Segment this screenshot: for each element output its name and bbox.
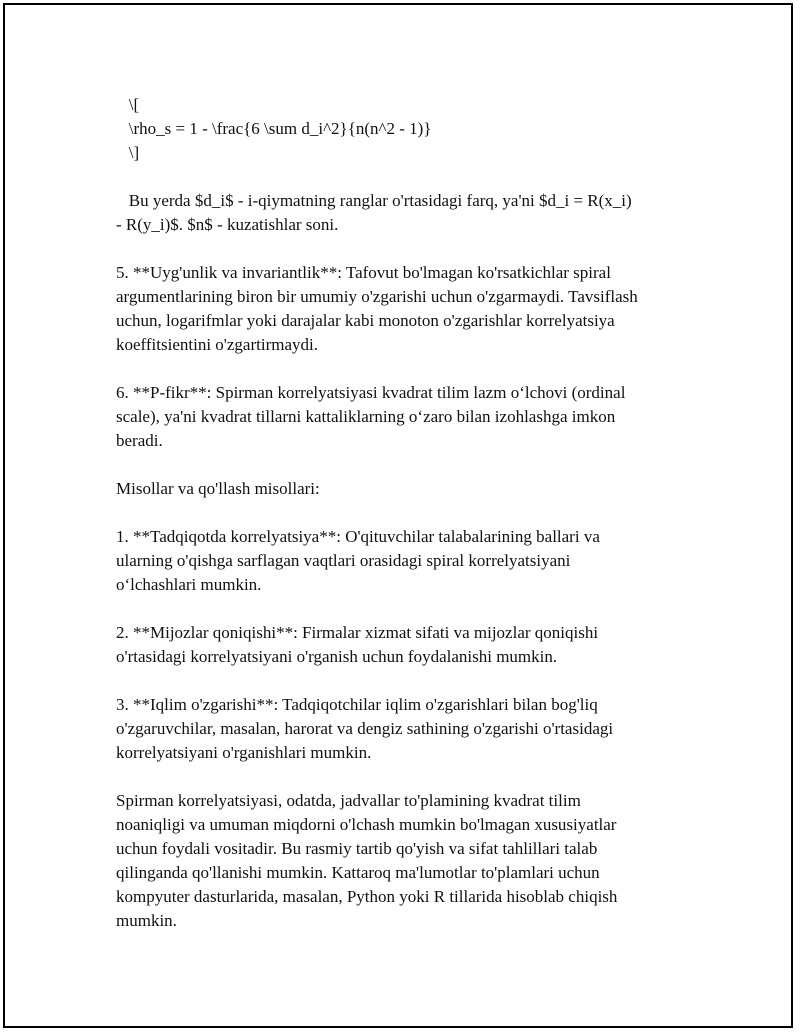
formula-line: \rho_s = 1 - \frac{6 \sum d_i^2}{n(n^2 - 1)} [116,119,432,138]
paragraph-line: beradi. [116,431,163,450]
paragraph-line: koeffitsientini o'zgartirmaydi. [116,335,318,354]
paragraph-line: argumentlarining biron bir umumiy o'zgarishi uchun o'zgarmaydi. Tavsiflash [116,287,638,306]
paragraph-line: o‘lchashlari mumkin. [116,575,262,594]
example-item-2 [116,621,696,669]
paragraph-line: uchun, logarifmlar yoki darajalar kabi monoton o'zgarishlar korrelyatsiya [116,311,615,330]
example-item-3 [116,693,696,765]
paragraph-line: kompyuter dasturlarida, masalan, Python yoki R tillarida hisoblab chiqish [116,887,618,906]
spacer [116,165,696,189]
spacer [116,501,696,525]
paragraph-line: 1. **Tadqiqotda korrelyatsiya**: O'qituvchilar talabalarining ballari va [116,527,600,546]
formula-line: \] [116,143,140,162]
list-item-5 [116,261,696,357]
conclusion-paragraph [116,789,696,933]
paragraph-line: Spirman korrelyatsiyasi, odatda, jadvallar to'plamining kvadrat tilim [116,791,581,810]
paragraph-line: o'zgaruvchilar, masalan, harorat va dengiz sathining o'zgarishi o'rtasidagi [116,719,614,738]
spacer [116,237,696,261]
spacer [116,357,696,381]
spacer [116,765,696,789]
spacer [116,669,696,693]
paragraph-line: 3. **Iqlim o'zgarishi**: Tadqiqotchilar iqlim o'zgarishlari bilan bog'liq [116,695,598,714]
paragraph-line: mumkin. [116,911,177,930]
paragraph-line: - R(y_i)$. $n$ - kuzatishlar soni. [116,215,339,234]
example-item-1 [116,525,696,597]
paragraph-line: noaniqligi va umuman miqdorni o'lchash mumkin bo'lmagan xususiyatlar [116,815,617,834]
paragraph-line: 6. **P-fikr**: Spirman korrelyatsiyasi kvadrat tilim lazm o‘lchovi (ordinal [116,383,626,402]
paragraph-line: Bu yerda $d_i$ - i-qiymatning ranglar o'rtasidagi farq, ya'ni $d_i = R(x_i) [116,191,632,210]
formula-block [116,93,696,165]
list-item-6 [116,381,696,453]
paragraph-line: 5. **Uyg'unlik va invariantlik**: Tafovut bo'lmagan ko'rsatkichlar spiral [116,263,611,282]
spacer [116,453,696,477]
paragraph-line: scale), ya'ni kvadrat tillarni kattaliklarning o‘zaro bilan izohlashga imkon [116,407,616,426]
paragraph-line: o'rtasidagi korrelyatsiyani o'rganish uchun foydalanishi mumkin. [116,647,558,666]
paragraph-line: uchun foydali vositadir. Bu rasmiy tartib qo'yish va sifat tahlillari talab [116,839,598,858]
paragraph-line: korrelyatsiyani o'rganishlari mumkin. [116,743,372,762]
explanation-paragraph [116,189,696,237]
paragraph-line: ularning o'qishga sarflagan vaqtlari orasidagi spiral korrelyatsiyani [116,551,571,570]
formula-line: \[ [116,95,140,114]
document-body [116,93,696,933]
paragraph-line: qilinganda qo'llanishi mumkin. Kattaroq ma'lumotlar to'plamlari uchun [116,863,600,882]
spacer [116,597,696,621]
paragraph-line: 2. **Mijozlar qoniqishi**: Firmalar xizmat sifati va mijozlar qoniqishi [116,623,599,642]
examples-heading: Misollar va qo'llash misollari: [116,479,320,498]
